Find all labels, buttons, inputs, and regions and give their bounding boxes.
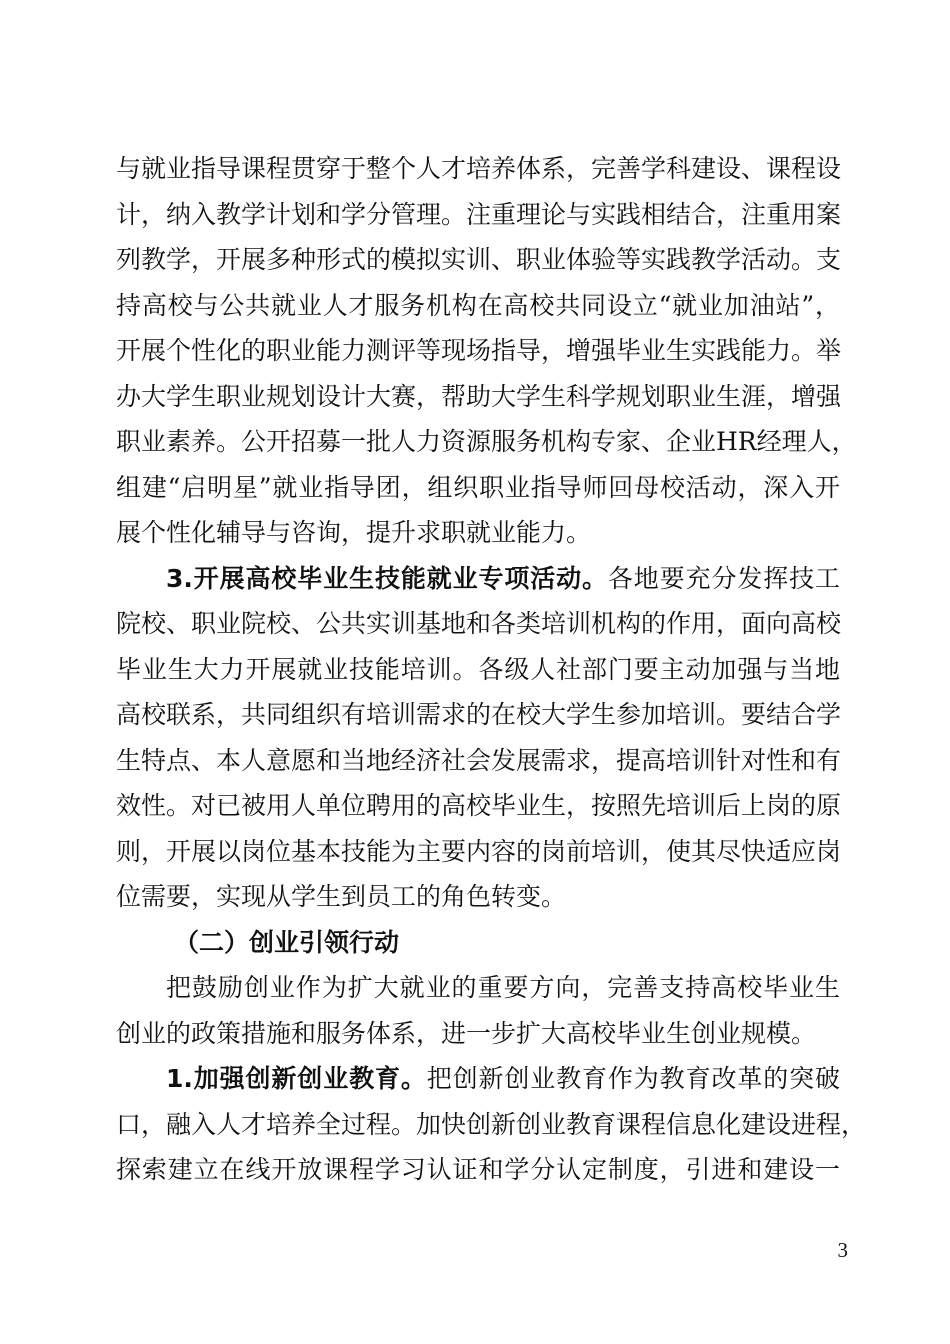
section-heading: （二）创业引领行动 [174,927,400,957]
item-1-first-text: 把创新创业教育作为教育改革的突破 [426,1064,840,1093]
text-line: 院校、职业院校、公共实训基地和各类培训机构的作用，面向高校 [116,609,842,638]
text-line: 开展个性化的职业能力测评等现场指导，增强毕业生实践能力。举 [116,336,842,365]
text-line: 展个性化辅导与咨询，提升求职就业能力。 [116,518,592,547]
intro-first-line: 把鼓励创业作为扩大就业的重要方向，完善支持高校毕业生 [166,973,840,1002]
item-1-first-line [116,1056,840,1102]
text-line: 高校联系，共同组织有培训需求的在校大学生参加培训。要结合学 [116,700,842,729]
section-3-heading: 3.开展高校毕业生技能就业专项活动。 [166,563,608,593]
page-number: 3 [837,1238,848,1262]
text-line: 探索建立在线开放课程学习认证和学分认定制度，引进和建设一 [116,1155,840,1184]
item-1-heading: 1.加强创新创业教育。 [166,1064,427,1093]
text-line: 持高校与公共就业人才服务机构在高校共同设立“就业加油站”， [116,290,840,320]
text-line: 则，开展以岗位基本技能为主要内容的岗前培训，使其尽快适应岗 [116,836,842,866]
section-3-first-text: 各地要充分发挥技工 [607,563,840,593]
text-line: 口，融入人才培养全过程。加快创新创业教育课程信息化建设进程， [116,1109,867,1139]
text-line: 生特点、本人意愿和当地经济社会发展需求，提高培训针对性和有 [116,745,842,775]
text-line: 毕业生大力开展就业技能培训。各级人社部门要主动加强与当地 [116,654,840,684]
intro-second-line: 创业的政策措施和服务体系，进一步扩大高校毕业生创业规模。 [116,1018,817,1048]
text-line: 办大学生职业规划设计大赛，帮助大学生科学规划职业生涯，增强 [116,381,842,411]
text-line: 效性。对已被用人单位聘用的高校毕业生，按照先培训后上岗的原 [116,791,842,820]
text-line: 与就业指导课程贯穿于整个人才培养体系，完善学科建设、课程设 [116,154,842,183]
document-body [116,146,867,1193]
text-line: 位需要，实现从学生到员工的角色转变。 [116,882,567,911]
text-line: 列教学，开展多种形式的模拟实训、职业体验等实践教学活动。支 [116,245,842,274]
text-line: 组建“启明星”就业指导团，组织职业指导师回母校活动，深入开 [116,472,840,502]
text-line: 计，纳入教学计划和学分管理。注重理论与实践相结合，注重用案 [116,199,842,229]
text-line: 职业素养。公开招募一批人力资源服务机构专家、企业HR经理人， [116,427,857,456]
section-3-first-line [116,556,840,602]
